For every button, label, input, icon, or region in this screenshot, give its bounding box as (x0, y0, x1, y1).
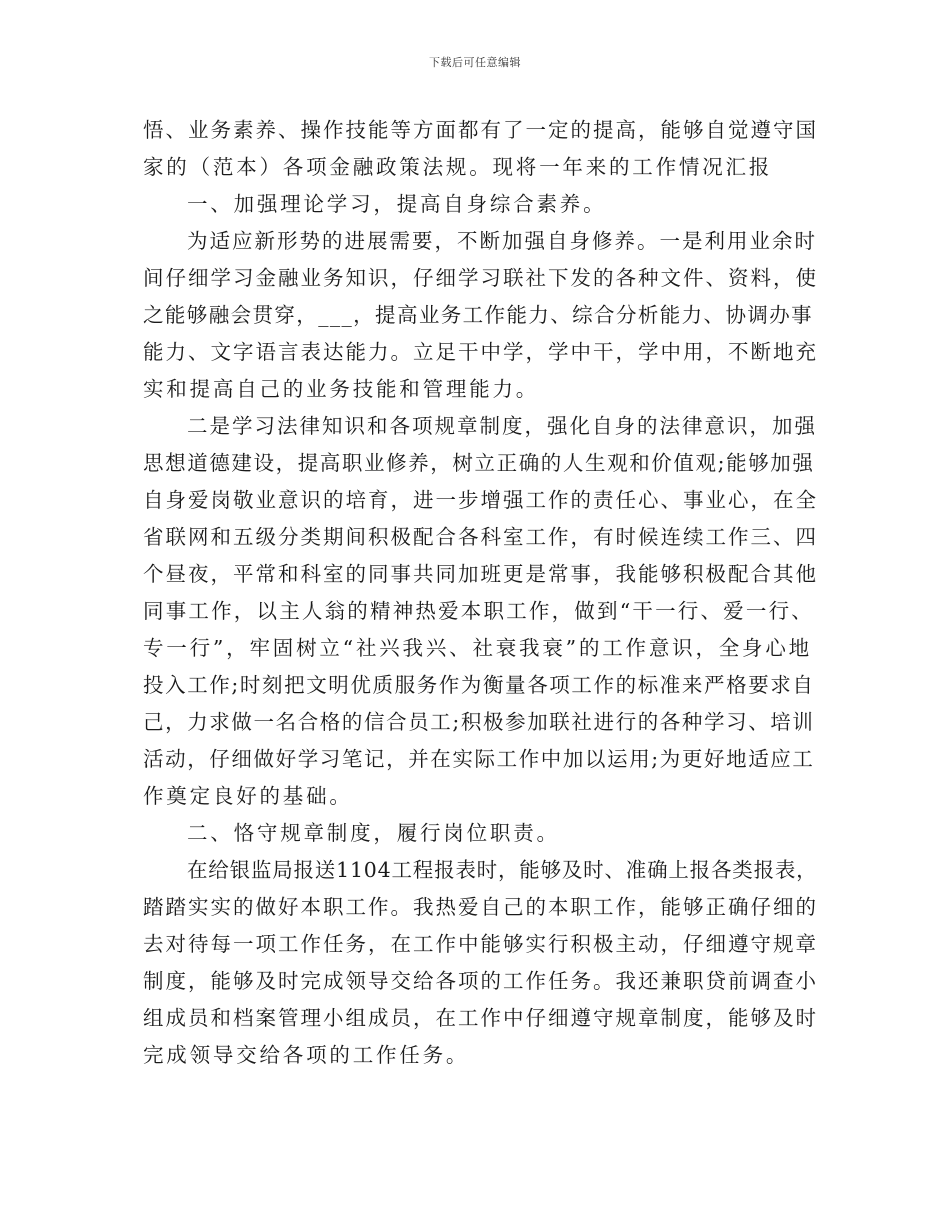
body-line: 悟、业务素养、操作技能等方面都有了一定的提高，能够自觉遵守国 (143, 118, 818, 142)
body-line: 投入工作;时刻把文明优质服务作为衡量各项工作的标准来严格要求自 (143, 673, 815, 697)
body-line: 同事工作，以主人翁的精神热爱本职工作，做到“干一行、爱一行、 (143, 599, 814, 623)
body-line: 实和提高自己的业务技能和管理能力。 (143, 377, 540, 401)
body-line: 去对待每一项工作任务，在工作中能够实行积极主动，仔细遵守规章 (143, 932, 818, 956)
body-line: 省联网和五级分类期间积极配合各科室工作，有时候连续工作三、四 (143, 525, 818, 549)
body-line: 专一行”，牢固树立“社兴我兴、社衰我衰”的工作意识，全身心地 (143, 636, 812, 660)
body-line: 间仔细学习金融业务知识，仔细学习联社下发的各种文件、资料，使 (143, 266, 818, 290)
body-line: 自身爱岗敬业意识的培育，进一步增强工作的责任心、事业心，在全 (143, 488, 818, 512)
body-line: 制度，能够及时完成领导交给各项的工作任务。我还兼职贷前调查小 (143, 969, 818, 993)
body-line: 完成领导交给各项的工作任务。 (143, 1043, 470, 1067)
section-heading: 二、恪守规章制度，履行岗位职责。 (187, 821, 560, 845)
body-line: 己，力求做一名合格的信合员工;积极参加联社进行的各种学习、培训 (143, 710, 815, 734)
body-line: 在给银监局报送1104工程报表时，能够及时、准确上报各类报表， (187, 858, 818, 882)
body-line: 活动，仔细做好学习笔记，并在实际工作中加以运用;为更好地适应工 (143, 747, 815, 771)
body-line: 个昼夜，平常和科室的同事共同加班更是常事，我能够积极配合其他 (143, 562, 818, 586)
body-line: 能力、文字语言表达能力。立足干中学，学中干，学中用，不断地充 (143, 340, 818, 364)
body-line: 二是学习法律知识和各项规章制度，强化自身的法律意识，加强 (187, 414, 817, 438)
body-line: 踏踏实实的做好本职工作。我热爱自己的本职工作，能够正确仔细的 (143, 895, 818, 919)
body-line: 为适应新形势的进展需要，不断加强自身修养。一是利用业余时 (187, 229, 817, 253)
body-line: 组成员和档案管理小组成员，在工作中仔细遵守规章制度，能够及时 (143, 1006, 818, 1030)
body-line: 思想道德建设，提高职业修养，树立正确的人生观和价值观;能够加强 (143, 451, 815, 475)
section-heading: 一、加强理论学习，提高自身综合素养。 (187, 192, 607, 216)
body-line: 作奠定良好的基础。 (143, 784, 353, 808)
page-header-note: 下载后可任意编辑 (429, 56, 521, 69)
body-line: 之能够融会贯穿，___，提高业务工作能力、综合分析能力、协调办事 (143, 303, 814, 327)
body-line: 家的（范本）各项金融政策法规。现将一年来的工作情况汇报 (143, 155, 773, 179)
